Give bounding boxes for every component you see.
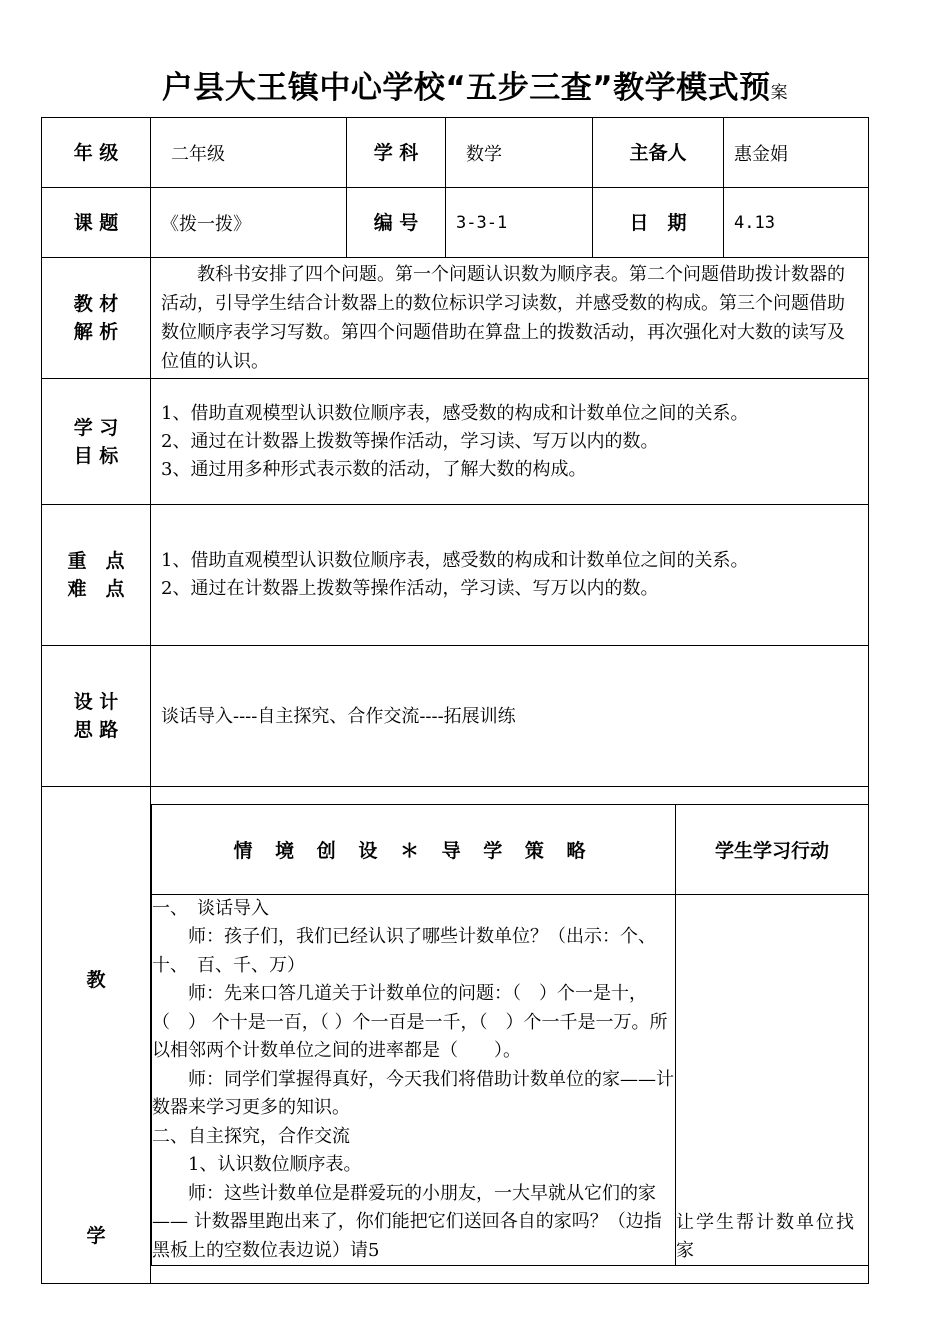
key-points-label-line-1: 重 点 (67, 550, 125, 572)
subject-value: 数学 (446, 118, 593, 188)
key-points-row (42, 505, 869, 646)
teaching-inner-table (151, 804, 869, 1267)
grade-value: 二年级 (151, 118, 347, 188)
date-label: 日 期 (593, 188, 724, 258)
info-row-1 (42, 118, 869, 188)
design-label-line-1: 设 计 (73, 691, 119, 713)
key-points-label (42, 505, 151, 646)
topic-label: 课 题 (42, 188, 151, 258)
goals-row (42, 379, 869, 505)
strategy-content (152, 894, 676, 1266)
page-title (0, 66, 950, 115)
key-points-label-line-2: 难 点 (67, 578, 125, 600)
design-content (151, 646, 869, 787)
key-point-item: 1、借助直观模型认识数位顺序表，感受数的构成和计数单位之间的关系。 (161, 550, 749, 571)
teaching-side-char-1: 教 (86, 969, 106, 991)
goals-label-line-1: 学 习 (73, 416, 119, 439)
teaching-side-char-2: 学 (86, 1225, 106, 1247)
teaching-header-row (152, 804, 869, 894)
teaching-line: 一、 谈话导入 (152, 897, 269, 919)
analysis-row (42, 258, 869, 379)
student-action-header: 学生学习行动 (676, 804, 869, 894)
teaching-body-row (152, 894, 869, 1266)
analysis-label-line-1: 教 材 (73, 293, 119, 315)
teaching-side-label (42, 787, 151, 1284)
analysis-label (42, 258, 151, 379)
teaching-line: 师：同学们掌握得真好，今天我们将借助计数单位的家——计数器来学习更多的知识。 (152, 1068, 674, 1119)
teaching-content (151, 787, 869, 1284)
key-point-item: 2、通过在计数器上拨数等操作活动，学习读、写万以内的数。 (161, 578, 659, 599)
teaching-line: 师：这些计数单位是群爱玩的小朋友，一大早就从它们的家—— 计数器里跑出来了，你们能把它们送回各自的家吗？（边指黑板上的空数位表边说）请5 (152, 1182, 662, 1261)
design-row (42, 646, 869, 787)
info-row-2 (42, 188, 869, 258)
subject-label: 学 科 (347, 118, 446, 188)
number-value: 3-3-1 (446, 188, 593, 258)
number-label: 编 号 (347, 188, 446, 258)
design-text: 谈话导入----自主探究、合作交流----拓展训练 (161, 705, 516, 727)
lesson-plan-table (41, 117, 869, 1284)
date-value: 4.13 (724, 188, 869, 258)
title-tail: 案 (770, 83, 789, 103)
analysis-text: 教科书安排了四个问题。第一个问题认识数为顺序表。第二个问题借助拨计数器的活动，引导学生结合计数器上的数位标识学习读数，并感受数的构成。第三个问题借助数位顺序表学习写数。第四个问题借助在算盘上的拨数活动，再次强化对大数的读写及位值的认识。 (161, 264, 845, 372)
goal-item: 1、借助直观模型认识数位顺序表，感受数的构成和计数单位之间的关系。 (161, 402, 749, 424)
topic-value: 《拨一拨》 (151, 188, 347, 258)
teaching-line: 1、认识数位顺序表。 (188, 1154, 362, 1176)
goals-label-line-2: 目 标 (73, 444, 119, 467)
teaching-line: 二、自主探究，合作交流 (152, 1125, 350, 1147)
preparer-label: 主备人 (593, 118, 724, 188)
teaching-line: 师：孩子们，我们已经认识了哪些计数单位？（出示：个、十、 百、千、万） (152, 926, 656, 976)
goal-item: 3、通过用多种形式表示数的活动，了解大数的构成。 (161, 458, 587, 480)
analysis-content (151, 258, 869, 379)
design-label (42, 646, 151, 787)
analysis-label-line-2: 解 析 (73, 321, 119, 343)
goals-label (42, 379, 151, 505)
teaching-line: 师：先来口答几道关于计数单位的问题：（ ）个一是十，（ ） 个十是一百，（ ）个一百是一千，（ ）个一千是一万。所以相邻两个计数单位之间的进率都是（ ）。 (152, 983, 668, 1062)
grade-label: 年 级 (42, 118, 151, 188)
student-action-content: 让学生帮计数单位找家 (676, 894, 869, 1266)
title-main: 户县大王镇中心学校“五步三查”教学模式预 (161, 70, 771, 106)
goal-item: 2、通过在计数器上拨数等操作活动，学习读、写万以内的数。 (161, 430, 659, 452)
goals-content (151, 379, 869, 505)
key-points-content (151, 505, 869, 646)
strategy-header: 情 境 创 设 ＊ 导 学 策 略 (152, 804, 676, 894)
preparer-value: 惠金娟 (724, 118, 869, 188)
design-label-line-2: 思 路 (73, 719, 119, 741)
teaching-row (42, 787, 869, 1284)
